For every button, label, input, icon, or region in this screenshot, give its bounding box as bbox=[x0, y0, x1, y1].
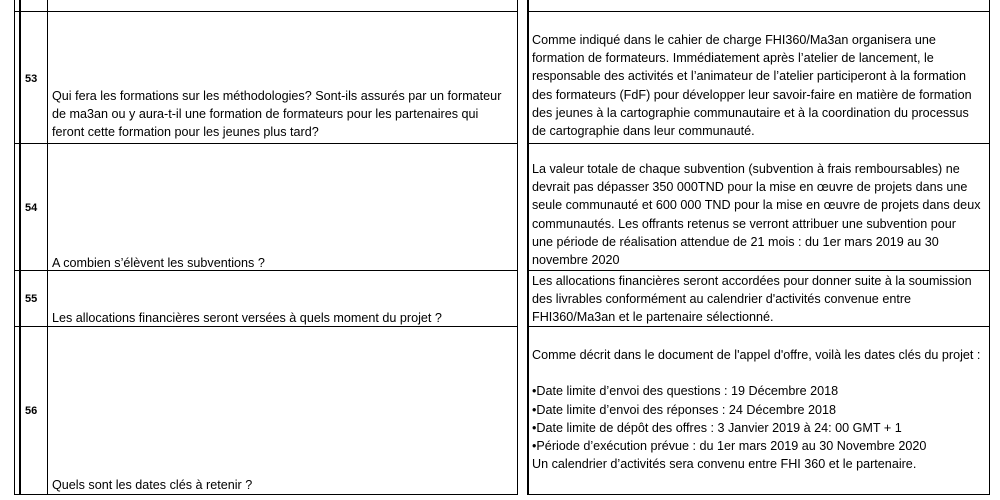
question-line: Quels sont les dates clés à retenir ? bbox=[52, 478, 253, 492]
question-text bbox=[52, 87, 501, 142]
question-line: de ma3an ou y aura-t-il une formation de formateurs pour les partenaires qui bbox=[52, 107, 479, 122]
question-text bbox=[52, 476, 252, 494]
question-line: A combien s’élèvent les subventions ? bbox=[52, 256, 265, 270]
row-number: 55 bbox=[25, 293, 38, 305]
answer-text bbox=[532, 346, 980, 473]
answer-line: FHI360/Ma3an et le partenaire sélectionné. bbox=[532, 310, 774, 325]
answer-text bbox=[532, 160, 981, 269]
left-question-column-border bbox=[47, 0, 48, 495]
answer-line: La valeur totale de chaque subvention (subvention à frais remboursables) ne bbox=[532, 162, 960, 176]
answer-line: novembre 2020 bbox=[532, 253, 620, 268]
right-right-border bbox=[989, 0, 990, 495]
row-divider-53-54 bbox=[527, 143, 990, 144]
answer-line: des livrables conformément au calendrier d'activités convenue entre bbox=[532, 292, 912, 307]
left-right-border bbox=[517, 0, 518, 495]
question-line: Les allocations financières seront versées à quels moment du projet ? bbox=[52, 311, 442, 325]
answer-line: communautés. Les offrants retenus se verront attribuer une subvention pour bbox=[532, 216, 956, 231]
row-number: 53 bbox=[25, 73, 38, 85]
blank-line bbox=[532, 364, 980, 382]
question-line: feront cette formation pour les jeunes plus tard? bbox=[52, 125, 319, 140]
question-text bbox=[52, 254, 265, 272]
answer-line: des jeunes à la cartographie communautaire et à la coordination du processus bbox=[532, 105, 969, 120]
row-divider-53-54 bbox=[14, 143, 518, 144]
question-line: Qui fera les formations sur les méthodologies? Sont-ils assurés par un formateur bbox=[52, 89, 502, 103]
row-divider-bottom bbox=[527, 494, 990, 495]
right-left-border bbox=[527, 0, 529, 495]
answer-line: une période de réalisation attendue de 21 mois : du 1er mars 2019 au 30 bbox=[532, 234, 939, 249]
answer-bullet: •Date limite d’envoi des questions : 19 Décembre 2018 bbox=[532, 384, 839, 399]
answer-intro: Comme décrit dans le document de l'appel d'offre, voilà les dates clés du projet : bbox=[532, 348, 981, 362]
row-number: 56 bbox=[25, 405, 38, 417]
left-number-column-border bbox=[19, 0, 21, 495]
left-outer-border bbox=[14, 0, 15, 495]
row-number: 54 bbox=[25, 202, 38, 214]
answer-line: devrait pas dépasser 350 000TND pour la mise en œuvre de projets dans une bbox=[532, 180, 968, 195]
answer-bullet: •Période d’exécution prévue : du 1er mars 2019 au 30 Novembre 2020 bbox=[532, 439, 927, 453]
answer-line: Les allocations financières seront accordées pour donner suite à la soumission bbox=[532, 274, 972, 288]
row-divider-top bbox=[14, 11, 518, 12]
answer-text bbox=[532, 31, 972, 140]
answer-line: responsable des activités et l’animateur de l’atelier participeront à la formation bbox=[532, 69, 967, 84]
answer-bullet: •Date limite de dépôt des offres : 3 Janvier 2019 à 24: 00 GMT + 1 bbox=[532, 420, 902, 435]
answer-line: Comme indiqué dans le cahier de charge FHI360/Ma3an organisera une bbox=[532, 33, 936, 47]
row-divider-top bbox=[527, 11, 990, 12]
answer-line: de cartographie dans leur communauté. bbox=[532, 124, 755, 139]
answer-line: des formateurs (FdF) pour développer leur savoir-faire en matière de formation bbox=[532, 87, 972, 102]
answer-outro: Un calendrier d’activités sera convenu entre FHI 360 et le partenaire. bbox=[532, 457, 917, 472]
answer-bullet: •Date limite d’envoi des réponses : 24 Décembre 2018 bbox=[532, 402, 837, 417]
answer-line: seule communauté et 600 000 TND pour la mise en œuvre de projets dans deux bbox=[532, 198, 981, 213]
row-divider-54-55 bbox=[527, 270, 990, 271]
answer-text bbox=[532, 272, 972, 327]
answer-line: formation de formateurs. Immédiatement après l’atelier de lancement, le bbox=[532, 51, 934, 66]
question-text bbox=[52, 309, 442, 327]
